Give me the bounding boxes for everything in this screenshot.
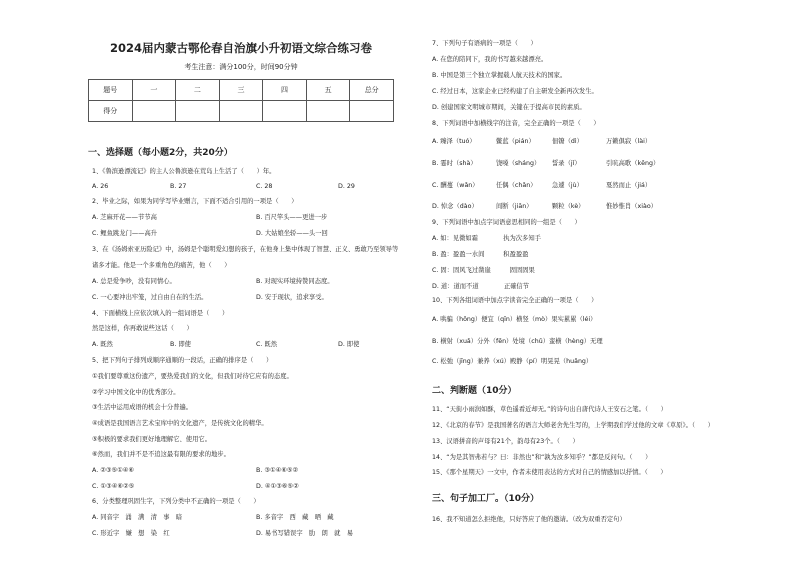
question-text: 6、分类整理巩固生字，下列分类中不正确的一项是（ ）: [92, 498, 260, 505]
table-cell: 总分: [350, 80, 394, 101]
table-cell: 得分: [89, 101, 133, 122]
option[interactable]: D. 安于现状，追求享受。: [256, 294, 328, 301]
table-row: [89, 80, 394, 101]
option-item: 万籁俱寂（lài）: [606, 138, 652, 145]
score-input-cell[interactable]: [350, 101, 394, 122]
question-text: 15、《那个星期天》一文中，作者未使用表达的方式对自己的情感加以抒情。（ ）: [432, 469, 667, 476]
table-cell: 一: [132, 80, 176, 101]
option[interactable]: D. 易书写错误字 肋 朗 就 易: [256, 530, 354, 537]
page-title: 2024届内蒙古鄂伦春自治旗小升初语文综合练习卷: [109, 41, 372, 55]
question-text: 13、汉语拼音的声母有21个，韵母有23个。（ ）: [432, 438, 579, 445]
question-text: 诸多才能。他是一个多重角色的痛苦，他（ ）: [92, 262, 231, 269]
option[interactable]: C. 既然: [256, 341, 277, 348]
option[interactable]: A. 总是爱争吵，没有同情心。: [92, 278, 176, 285]
section-heading: 一、选择题（每小题2分，共20分）: [88, 148, 233, 158]
question-text: 3、在《汤姆索亚历险记》中，汤姆是个聪明爱幻想的孩子，在他身上集中体现了智慧、正义、勇敢乃至领导等: [92, 246, 399, 253]
list-item: ①我们要尊重这份遗产，要热爱我们的文化，但我们对待它应有的态度。: [92, 373, 293, 380]
list-item: ⑤积极的要求我们更好地理解它、使用它。: [92, 436, 211, 443]
score-table: [88, 79, 394, 122]
question-text: 10、下列各组词语中加点字读音完全正确的一项是（ ）: [432, 297, 598, 304]
option[interactable]: C. 一心要冲出牢笼，过自由自在的生活。: [92, 294, 208, 301]
table-cell: 四: [263, 80, 307, 101]
question-text: 9、下列词语中加点字词语意思相同的一组是（ ）: [432, 219, 581, 226]
option[interactable]: B. 多音字 西 藏 晒 藏: [256, 514, 334, 521]
option[interactable]: D. 道：道而不道 正確信节: [432, 283, 530, 290]
option-item: 任偶（chǎn）: [496, 182, 537, 189]
question-text: 8、下列词语中加横线字的注音，完全正确的一项是（ ）: [432, 120, 600, 127]
option-item: 间断（jiān）: [496, 203, 533, 210]
question-text: 2、毕业之际，如果为同学写毕业赠言，下面不适合引用的一项是（ ）: [92, 198, 298, 205]
section-heading: 二、判断题（10分）: [432, 386, 517, 396]
score-input-cell[interactable]: [219, 101, 263, 122]
option[interactable]: B. 对现实环境持赞同态度。: [256, 278, 334, 285]
option[interactable]: B. 百尺竿头——更进一步: [256, 214, 328, 221]
table-row: [89, 101, 394, 122]
option[interactable]: A. 如：见微如霜 执为次多知手: [432, 235, 541, 242]
option-item: 急遽（jù）: [552, 182, 583, 189]
option[interactable]: C. 固：固风飞过凿崖 固固固果: [432, 267, 535, 274]
option[interactable]: D. 29: [338, 183, 355, 190]
question-text: 11、“天街小雨润如酥，草色遥看近却无。”的诗句出自唐代诗人王安石之笔。（ ）: [432, 406, 667, 413]
option[interactable]: A. 芝麻开花——节节高: [92, 214, 157, 221]
option-item: 颗粒（kè）: [552, 203, 585, 210]
option[interactable]: C. 酬蔓（wǎn）: [432, 182, 479, 189]
option[interactable]: B. 盈：盈盈一水间 积盈盈盈: [432, 251, 529, 258]
table-cell: 三: [219, 80, 263, 101]
question-text: 然是这样，你再敢说些这话（ ）: [92, 325, 193, 332]
option-item: 饶嗓（sháng）: [496, 160, 541, 167]
table-cell: 题号: [89, 80, 133, 101]
question-text: 1、《鲁滨逊漂流记》的主人公鲁滨逊在荒岛上生活了（ ）年。: [92, 168, 276, 175]
question-text: 16、我不知道怎么拒绝他，只好答应了他的邀请。（改为双重否定句）: [432, 516, 626, 523]
option[interactable]: B. ③①④⑥⑤②: [256, 467, 299, 474]
question-text: 5、把下列句子排列成顺序通顺的一段话，正确的排序是（ ）: [92, 357, 273, 364]
option[interactable]: A. 26: [92, 183, 109, 190]
list-item: ②学习中国文化中的优秀部分。: [92, 389, 180, 396]
option-item: 鳖蓝（pián）: [496, 138, 535, 145]
option[interactable]: B. 即使: [170, 341, 191, 348]
option[interactable]: A. 既然: [92, 341, 113, 348]
option-item: 誓录（jǐ）: [552, 160, 581, 167]
score-input-cell[interactable]: [263, 101, 307, 122]
list-item: ④成语是我国语言艺术宝库中的文化遗产，是传统文化的精华。: [92, 420, 268, 427]
option[interactable]: D. ④①③⑥⑤②: [256, 483, 299, 490]
option-item: 惟妙惟肖（xiào）: [606, 203, 657, 210]
score-input-cell[interactable]: [306, 101, 350, 122]
question-text: 4、下面横线上应依次填入的一组词语是（ ）: [92, 310, 229, 317]
option[interactable]: B. 中国是第三个独立掌握载人航天技术的国家。: [432, 72, 567, 79]
score-input-cell[interactable]: [132, 101, 176, 122]
option[interactable]: D. 即使: [338, 341, 360, 348]
section-heading: 三、句子加工厂。（10分）: [432, 494, 540, 504]
option[interactable]: B. 横射（xuǎ）分外（fēn）处境（chǔ）蛮横（hèng）无理: [432, 338, 603, 345]
option[interactable]: C. 28: [256, 183, 273, 190]
exam-note: 考生注意：满分100分，时间90分钟: [184, 63, 298, 71]
list-item: ⑥然而，我们并不是不追这最有限的要求的地步。: [92, 451, 230, 458]
list-item: ③生活中运用成语的机会十分普遍。: [92, 404, 193, 411]
option[interactable]: A. 同音字 涌 满 清 事 暗: [92, 514, 183, 521]
option[interactable]: A. 在您的陪同下，我的书写越来越漂亮。: [432, 56, 548, 63]
score-input-cell[interactable]: [176, 101, 220, 122]
option[interactable]: D. 创建国家文明城市期间，关键在于提高市民的素质。: [432, 104, 586, 111]
option[interactable]: B. 霎时（shà）: [432, 160, 477, 167]
option[interactable]: A. 臻泽（tuó）: [432, 138, 476, 145]
option[interactable]: C. ①③④⑥②⑤: [92, 483, 135, 490]
question-text: 12、《北京的春节》是我国著名的语言大师老舍先生写的，上学期我们学过他的文章《草原》。（ ）: [432, 422, 714, 429]
table-cell: 五: [306, 80, 350, 101]
option[interactable]: B. 27: [170, 183, 187, 190]
option[interactable]: A. 哄骗（hōng）便宜（qīn）横竖（mò）果实累累（léi）: [432, 316, 597, 323]
option[interactable]: C. 形近字 嫌 想 染 红: [92, 530, 170, 537]
option[interactable]: A. ②③⑤①④⑥: [92, 467, 135, 474]
question-text: 7、下列句子有语病的一项是（ ）: [432, 40, 537, 47]
option[interactable]: D. 悼念（dào）: [432, 203, 478, 210]
question-text: 14、“为是其智弗若与？曰：非然也”和“孰为汝多知乎？”都是反问句。（ ）: [432, 454, 652, 461]
option-item: 佃镣（dì）: [552, 138, 583, 145]
option-item: 引吭高歌（kēng）: [606, 160, 660, 167]
option-item: 戛然而止（jiá）: [606, 182, 652, 189]
option[interactable]: C. 鲤鱼跳龙门——高升: [92, 230, 158, 237]
option[interactable]: C. 松弛（jīng）兼养（xú）殿静（pí）明晃晃（huǎng）: [432, 358, 593, 365]
option[interactable]: C. 经过日本，这家企业已经构建了自主研发全新再次发生。: [432, 88, 598, 95]
option[interactable]: D. 大姑娘坐轿——头一回: [256, 230, 328, 237]
table-cell: 二: [176, 80, 220, 101]
